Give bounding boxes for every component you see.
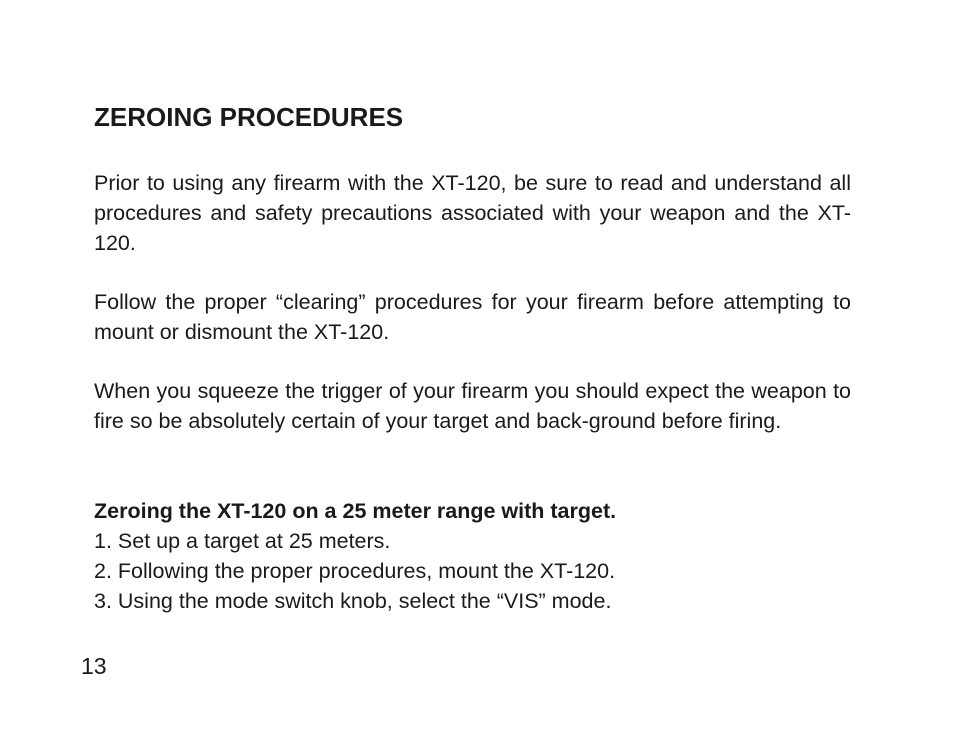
page-title: ZEROING PROCEDURES [94, 102, 404, 132]
manual-page [94, 0, 851, 730]
paragraph-trigger-warning: When you squeeze the trigger of your firearm you should expect the weapon to fire so be absolutely certain of your target and back-ground before firing. [94, 379, 851, 433]
paragraph-safety-read: Prior to using any firearm with the XT-120, be sure to read and understand all procedures and safety precautions associated with your weapon and the XT-120. [94, 171, 851, 255]
zeroing-step: 1. Set up a target at 25 meters. [94, 529, 391, 553]
paragraph-clearing: Follow the proper “clearing” procedures for your firearm before attempting to mount or dismount the XT-120. [94, 290, 851, 344]
zeroing-steps-list [94, 526, 615, 616]
zeroing-subheading: Zeroing the XT-120 on a 25 meter range with target. [94, 499, 617, 523]
zeroing-step: 2. Following the proper procedures, mount the XT-120. [94, 559, 616, 583]
page-number: 13 [81, 653, 107, 679]
zeroing-step: 3. Using the mode switch knob, select the “VIS” mode. [94, 589, 612, 613]
